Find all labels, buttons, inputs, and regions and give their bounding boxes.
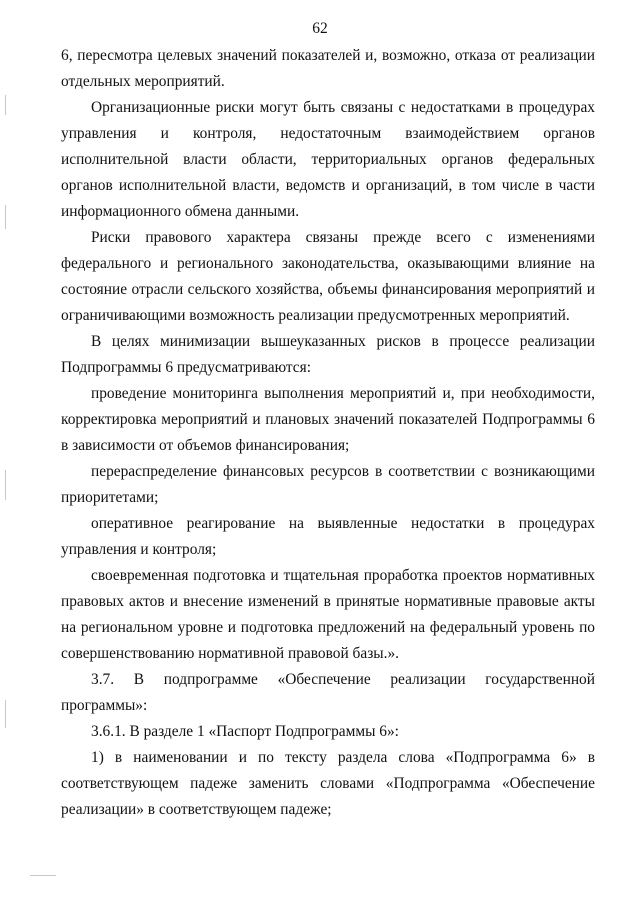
paragraph-1: 6, пересмотра целевых значений показателей и, возможно, отказа от реализации отдельных мероприятий. [61,47,595,90]
scan-edge-mark [5,700,6,728]
paragraph-10: 3.6.1. В разделе 1 «Паспорт Подпрограммы 6»: [91,723,399,740]
paragraph-2: Организационные риски могут быть связаны с недостатками в процедурах управления и контроля, недостаточным взаимодействием органов исполнительной власти области, территориальных органов федеральных органов исполнительной власти, ведомств и организаций, в том числе в части информационного обмена данными. [61,99,595,220]
paragraph-8: своевременная подготовка и тщательная проработка проектов нормативных правовых актов и внесение изменений в принятые нормативные правовые акты на региональном уровне и подготовка предложений на федеральный уровень по совершенствованию нормативной правовой базы.». [61,567,595,662]
paragraph-5: проведение мониторинга выполнения мероприятий и, при необходимости, корректировка мероприятий и плановых значений показателей Подпрограммы 6 в зависимости от объемов финансирования; [61,385,595,454]
scan-edge-mark [5,205,6,229]
scan-edge-mark [30,875,56,876]
paragraph-4: В целях минимизации вышеуказанных рисков в процессе реализации Подпрограммы 6 предусматриваются: [61,333,595,376]
paragraph-11: 1) в наименовании и по тексту раздела слова «Подпрограмма 6» в соответствующем падеже заменить словами «Подпрограмма «Обеспечение реализации» в соответствующем падеже; [61,749,595,818]
scan-edge-mark [5,470,6,500]
paragraph-6: перераспределение финансовых ресурсов в соответствии с возникающими приоритетами; [61,463,595,506]
paragraph-3: Риски правового характера связаны прежде всего с изменениями федерального и регионального законодательства, оказывающими влияние на состояние отрасли сельского хозяйства, объемы финансирования мероприятий и ограничивающими возможность реализации предусмотренных мероприятий. [61,229,595,324]
page-number: 62 [312,20,328,37]
paragraph-9: 3.7. В подпрограмме «Обеспечение реализации государственной программы»: [61,671,595,714]
paragraph-7: оперативное реагирование на выявленные недостатки в процедурах управления и контроля; [61,515,595,558]
document-body [61,43,595,823]
scan-edge-mark [5,95,6,115]
